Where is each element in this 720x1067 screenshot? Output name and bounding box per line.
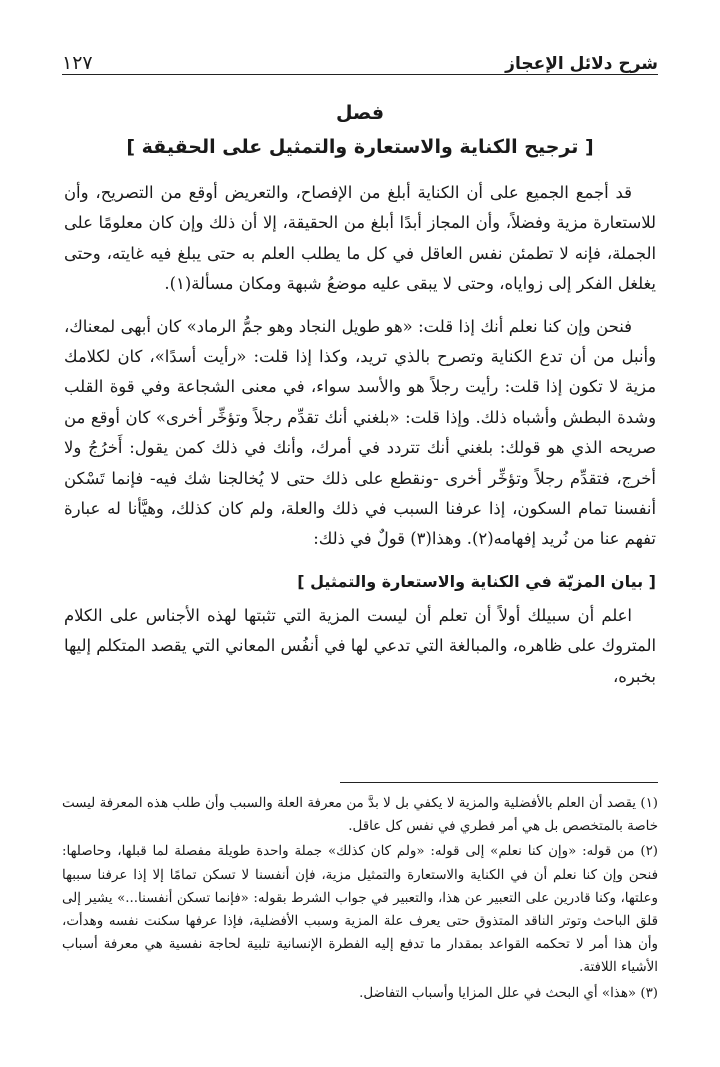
footnote-2: (٢) من قوله: «وإن كنا نعلم» إلى قوله: «ولم كان كذلك» جملة واحدة طويلة مفصلة لما قبلها، وحاصلها: فنحن وإن كنا نعلم أن في الكناية والاستعارة والتمثيل مزية، فإن أنفسنا لا تسكن تمامًا إلا إذا عرفنا سببها وعلتها، وكنا قادرين على التعبير عن هذا، والتعبير في جواب الشرط بقوله: «فإنما تسكن أنفسنا...» يشير إلى قلق الباحث وتوتر الناقد المتذوق حتى يعرف علة المزية وسبب الأفضلية، فإذا عرفها سكنت نفسه وهدأت، وأن هذا أمر لا تحكمه القواعد بمقدار ما تدفع إليه الفطرة الإنسانية تلبية لحاجة نفسية هي معرفة أسباب الأشياء اللافتة. bbox=[62, 844, 658, 976]
paragraph-3: اعلم أن سبيلك أولاً أن تعلم أن ليست المزية التي تثبتها لهذه الأجناس على الكلام المتروك على ظاهره، والمبالغة التي تدعي لها في أنفُس المعاني التي يقصد المتكلم إليها بخبره، bbox=[64, 605, 656, 686]
book-title: شرح دلائل الإعجاز bbox=[505, 54, 658, 74]
footnote-1: (١) يقصد أن العلم بالأفضلية والمزية لا يكفي بل لا بدَّ من معرفة العلة والسبب وأن طلب هذه المعرفة ليست خاصة بالمتخصص بل هي أمر فطري في نفس كل عاقل. bbox=[62, 796, 658, 835]
footnotes bbox=[62, 792, 658, 1007]
subheading: [ بيان المزيّة في الكناية والاستعارة والتمثيل ] bbox=[297, 571, 656, 591]
paragraph-2: فنحن وإن كنا نعلم أنك إذا قلت: «هو طويل النجاد وهو جمُّ الرماد» كان أبهى لمعناك، وأنبل من أن تدع الكناية وتصرح بالذي تريد، وكذا إذا قلت: «رأيت أسدًا»، كان لكلامك مزية لا تكون إذا قلت: رأيت رجلاً هو والأسد سواء، في معنى الشجاعة وفي قوة القلب وشدة البطش وأشباه ذلك. وإذا قلت: «بلغني أنك تقدِّم رجلاً وتؤخِّر أخرى» كان أوقع من صريحه الذي هو قولك: بلغني أنك تتردد في أمرك، وأنك في ذلك كمن يقول: أَخرُجُ ولا أخرج، فتقدِّم رجلاً وتؤخِّر أخرى -ونقطع على ذلك حتى لا يُخالجنا شك فيه- فإنما تَسْكن أنفسنا تمام السكون، إذا عرفنا السبب في ذلك والعلة، ولم كان كذلك، وهيَّأنا له عبارة تفهم عنا من نُريد إفهامه(٢). وهذا(٣) قولٌ في ذلك: bbox=[64, 316, 656, 549]
footnote-rule bbox=[340, 782, 658, 783]
paragraph-1: قد أجمع الجميع على أن الكناية أبلغ من الإفصاح، والتعريض أوقع من التصريح، وأن للاستعارة مزية وفضلاً، وأن المجاز أبدًا أبلغ من الحقيقة، إلا أن ذلك وإن كان معلومًا على الجملة، فإنه لا تطمئن نفس العاقل في كل ما يطلب العلم به حتى يبلغ فيه غايته، وحتى يغلغل الفكر إلى زواياه، وحتى لا يبقى عليه موضعُ شبهة ومكان مسألة(١). bbox=[64, 183, 656, 294]
page-number: ١٢٧ bbox=[62, 52, 93, 74]
running-header bbox=[62, 44, 658, 74]
header-rule bbox=[62, 74, 658, 75]
section-label: فصل bbox=[335, 102, 385, 124]
section-title: [ ترجيح الكناية والاستعارة والتمثيل على الحقيقة ] bbox=[126, 136, 594, 158]
footnote-3: (٣) «هذا» أي البحث في علل المزايا وأسباب التفاضل. bbox=[359, 985, 658, 1001]
main-text bbox=[64, 178, 656, 700]
